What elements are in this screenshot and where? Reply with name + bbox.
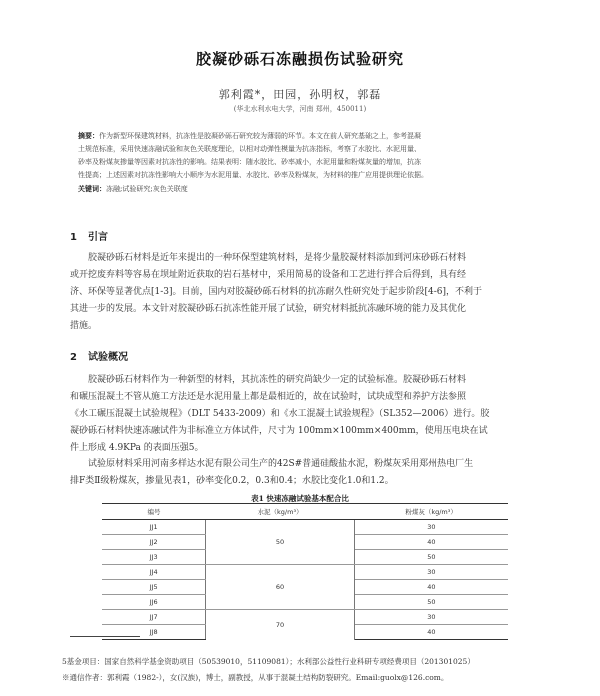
paragraph-line: 凝砂砾石材料快速冻融试件为非标准立方体试件，尺寸为 100mm×100mm×400mm，使用压电块在试: [70, 426, 488, 436]
cell-number: JJ8: [102, 625, 206, 640]
paragraph-line: 和碾压混凝土不管从施工方法还是水泥用量上都是最相近的，故在试验时，试块成型和养护方法参照: [70, 392, 467, 402]
cell-cement: 60: [206, 565, 354, 610]
paragraph-line: 胶凝砂砾石材料是近年来提出的一种环保型建筑材料，是将少量胶凝材料添加到河床砂砾石材料: [88, 253, 467, 263]
section-heading-overview: [70, 348, 128, 363]
overview-paragraph: [70, 372, 540, 457]
cell-flyash: 40: [354, 580, 508, 595]
intro-paragraph: [70, 250, 540, 335]
cell-number: JJ1: [102, 520, 206, 535]
cell-number: JJ3: [102, 550, 206, 565]
table-caption: 表1 快速冻融试验基本配合比: [251, 494, 349, 503]
paper-affiliation: (华北水利水电大学，河南 郑州，450011): [233, 105, 367, 113]
abstract: [78, 129, 540, 196]
column-header-cement: 水泥（kg/m³）: [206, 504, 354, 520]
section-title: 引言: [88, 232, 108, 243]
column-header-number: 编号: [102, 504, 206, 520]
section-number: 1: [70, 232, 77, 243]
paragraph-line: 《水工碾压混凝土试验规程》（DLT 5433-2009）和《水工混凝土试验规程》（SL352—2006）进行。胶: [70, 409, 490, 419]
cell-number: JJ4: [102, 565, 206, 580]
table-header-row: [102, 504, 508, 520]
cell-number: JJ2: [102, 535, 206, 550]
table-row: [102, 565, 508, 580]
section-heading-intro: [70, 228, 108, 243]
abstract-line: 砂率及粉煤灰掺量等因素对抗冻性的影响。结果表明：随水胶比、砂率减小，水泥用量和粉煤灰量的增加，抗冻: [78, 158, 421, 166]
keywords-label: 关键词：: [78, 184, 106, 193]
paper-title: 胶凝砂砾石冻融损伤试验研究: [195, 50, 404, 68]
footnote-fund: 5基金项目：国家自然科学基金资助项目（50539010，51109081）；水利部公益性行业科研专项经费项目（201301025）: [62, 657, 475, 666]
paragraph-line: 胶凝砂砾石材料作为一种新型的材料，其抗冻性的研究尚缺少一定的试验标准。胶凝砂砾石材料: [88, 375, 467, 385]
section-title: 试验概况: [88, 352, 128, 363]
cell-flyash: 50: [354, 550, 508, 565]
paragraph-line: 其进一步的发展。本文针对胶凝砂砾石抗冻性能开展了试验，研究材料抵抗冻融环境的能力及其优化: [70, 304, 467, 314]
keywords: 冻融;试验研究;灰色关联度: [106, 185, 188, 193]
column-header-flyash: 粉煤灰（kg/m³）: [354, 504, 508, 520]
section-number: 2: [70, 352, 77, 363]
cell-flyash: 30: [354, 610, 508, 625]
table-row: [102, 610, 508, 625]
footnote-rule: [70, 636, 140, 637]
abstract-label: 摘要：: [78, 131, 99, 140]
cell-flyash: 30: [354, 520, 508, 535]
paragraph-line: 或开挖废弃料等容易在坝址附近获取的岩石基材中，采用简易的设备和工艺进行拌合后得到，具有经: [70, 270, 467, 280]
paragraph-line: 济、环保等显著优点[1-3]。目前，国内对胶凝砂砾石材料的抗冻耐久性研究处于起步阶段[4-6]，不利于: [70, 287, 483, 297]
cell-flyash: 50: [354, 595, 508, 610]
table-row: [102, 520, 508, 535]
cell-cement: 70: [206, 610, 354, 640]
cell-number: JJ5: [102, 580, 206, 595]
materials-paragraph: [70, 456, 540, 490]
cell-flyash: 40: [354, 535, 508, 550]
abstract-line: 土规范标准，采用快速冻融试验和灰色关联度理论，以相对动弹性模量为抗冻指标，考察了水胶比、水泥用量、: [78, 145, 421, 153]
paper-authors: 郭利霞*，田园，孙明权，郭磊: [218, 88, 382, 101]
cell-flyash: 40: [354, 625, 508, 640]
paragraph-line: 排F类Ⅱ级粉煤灰，掺量见表1，砂率变化0.2，0.3和0.4；水胶比变化1.0和1.2。: [70, 476, 394, 486]
abstract-line: 性提高；上述因素对抗冻性影响大小顺序为水泥用量、水胶比、砂率及粉煤灰，为材料的推广应用提供理论依据。: [78, 171, 428, 179]
cell-flyash: 30: [354, 565, 508, 580]
footnote-author: ※通信作者：郭利霞（1982-），女(汉族)，博士，副教授，从事于混凝土结构防裂研究。Email:guolx@126.com。: [62, 673, 449, 682]
abstract-line: 摘要：作为新型环保建筑材料，抗冻性是胶凝砂砾石研究较为薄弱的环节。本文在前人研究基础之上，参考混凝: [78, 131, 421, 140]
mix-proportion-table: [102, 503, 508, 640]
paragraph-line: 试验原材料采用河南多样达水泥有限公司生产的42S#普通硅酸盐水泥，粉煤灰采用郑州热电厂生: [88, 459, 474, 469]
cell-cement: 50: [206, 520, 354, 565]
paragraph-line: 件上形成 4.9KPa 的表面压强5。: [70, 443, 204, 453]
cell-number: JJ6: [102, 595, 206, 610]
cell-number: JJ7: [102, 610, 206, 625]
paragraph-line: 措施。: [70, 321, 98, 331]
keywords-line: [78, 182, 540, 196]
